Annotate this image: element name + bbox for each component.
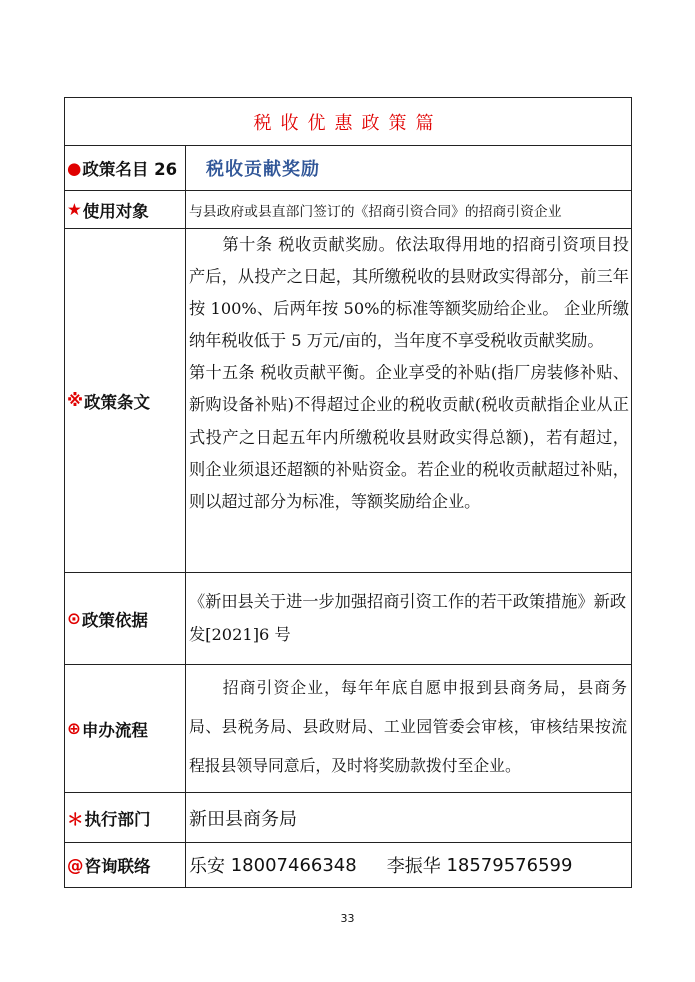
clauses-value-cell xyxy=(186,229,631,572)
clause-paragraph-2: 第十五条 税收贡献平衡。企业享受的补贴(指厂房装修补贴、新购设备补贴)不得超过企业的税收贡献(税收贡献指企业从正式投产之日起五年内所缴税收县财政实得总额)，若有超过，则企业须退还超额的补贴资金。若企业的税收贡献超过补贴，则以超过部分为标准，等额奖励给企业。 xyxy=(189,363,629,511)
asterisk-icon: ＊ xyxy=(67,809,84,829)
contact-phone-2: 18579576599 xyxy=(446,854,573,876)
basis-label-cell xyxy=(65,573,186,664)
department-label-cell xyxy=(65,793,186,842)
target-row xyxy=(65,190,631,228)
basis-label: 政策依据 xyxy=(81,610,148,630)
policy-name-row xyxy=(65,145,631,190)
process-value-cell xyxy=(186,665,631,792)
clauses-label-cell xyxy=(65,229,186,572)
circled-plus-icon: ⊕ xyxy=(67,719,81,738)
policy-name-label: 政策名目 26 xyxy=(82,160,178,179)
department-value-cell xyxy=(186,793,631,842)
department-row xyxy=(65,792,631,842)
contact-value-cell xyxy=(186,843,631,887)
clauses-label: 政策条文 xyxy=(84,392,151,412)
policy-table xyxy=(64,97,632,888)
department-label: 执行部门 xyxy=(84,809,151,829)
contact-phone-1: 18007466348 xyxy=(230,854,357,876)
basis-row xyxy=(65,572,631,664)
target-label-cell xyxy=(65,191,186,228)
basis-value: 《新田县关于进一步加强招商引资工作的若干政策措施》新政发[2021]6 号 xyxy=(189,592,627,644)
clause-paragraph-1: 第十条 税收贡献奖励。依法取得用地的招商引资项目投产后，从投产之日起，其所缴税收的县财政实得部分，前三年按 100%、后两年按 50%的标准等额奖励给企业。 企业所缴纳年税收低于 5 万元/亩的，当年度不享受税收贡献奖励。 xyxy=(189,235,629,351)
policy-name-label-cell xyxy=(65,146,186,190)
title-row xyxy=(65,98,631,145)
process-label-cell xyxy=(65,665,186,792)
target-value: 与县政府或县直部门签订的《招商引资合同》的招商引资企业 xyxy=(189,203,562,220)
process-value: 招商引资企业，每年年底自愿申报到县商务局，县商务局、县税务局、县政财局、工业园管委会审核，审核结果按流程报县领导同意后，及时将奖励款拨付至企业。 xyxy=(189,678,627,775)
policy-name-value-cell xyxy=(186,146,631,190)
clauses-row xyxy=(65,228,631,572)
process-label: 申办流程 xyxy=(81,720,148,740)
contact-person-1: 乐安 xyxy=(189,856,225,877)
at-sign-icon: @ xyxy=(67,855,84,875)
contact-person-2: 李振华 xyxy=(386,856,441,877)
process-row xyxy=(65,664,631,792)
contact-label-cell xyxy=(65,843,186,887)
target-value-cell xyxy=(186,191,631,228)
red-dot-icon: ● xyxy=(67,158,82,178)
department-value: 新田县商务局 xyxy=(189,808,297,830)
page-title: 税收优惠政策篇 xyxy=(253,112,443,134)
star-icon: ★ xyxy=(67,200,82,219)
page-number: 33 xyxy=(340,912,355,925)
reference-mark-icon: ※ xyxy=(67,391,84,410)
contact-row xyxy=(65,842,631,887)
policy-name-value: 税收贡献奖励 xyxy=(206,159,320,180)
contact-label: 咨询联络 xyxy=(84,857,151,876)
circled-dot-icon: ⊙ xyxy=(67,609,81,628)
target-label: 使用对象 xyxy=(82,201,149,221)
basis-value-cell xyxy=(186,573,631,664)
